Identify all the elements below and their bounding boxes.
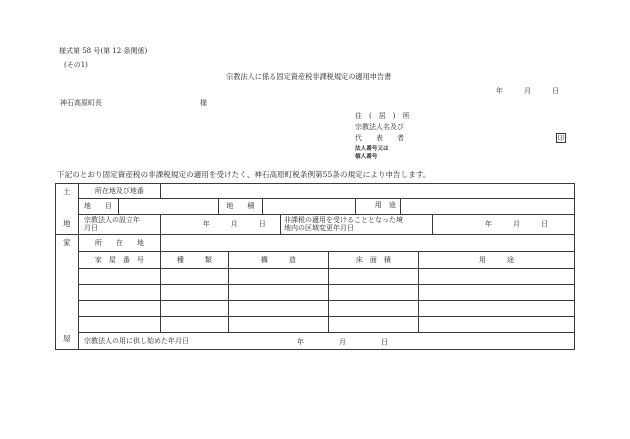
- house-row-3-use: [418, 300, 575, 317]
- land-established-label-cell: [78, 214, 161, 235]
- land-area-value: [262, 198, 356, 215]
- land-category-label: 地 目: [84, 202, 112, 211]
- house-col-type: 種 類: [176, 255, 212, 264]
- house-row-2-type: [160, 284, 229, 301]
- house-label-bottom: 屋: [63, 334, 71, 344]
- house-row-4-type: [160, 316, 229, 333]
- form-number: 様式第 58 号(第 12 条関係): [59, 47, 148, 55]
- house-start-row: [78, 332, 575, 350]
- applicant-number-label-2: 個人番号: [355, 154, 378, 160]
- addressee-suffix: 様: [200, 99, 207, 107]
- addressee-name: 神石高原町長: [60, 99, 102, 107]
- land-label-top: 土: [63, 187, 71, 196]
- house-row-2-floor-area: [328, 284, 419, 301]
- land-use-value: [400, 198, 575, 215]
- form-part: (その1): [64, 61, 88, 69]
- land-location-value: [160, 183, 575, 199]
- house-row-1-use: [418, 268, 575, 285]
- house-col-floor-area-cell: [328, 251, 419, 269]
- land-category-value: [118, 198, 219, 215]
- applicant-name-label-1: 宗教法人名及び: [355, 123, 404, 131]
- land-established-label: 宗教法人の設立年月日: [84, 216, 140, 233]
- house-location-label: 所 在 地: [94, 238, 144, 247]
- house-row-4-use: [418, 316, 575, 333]
- submission-date: 年 月 日: [496, 87, 559, 95]
- form-title: 宗教法人に係る固定資産税非課税規定の適用申告書: [226, 72, 392, 81]
- land-change-label: 非課税の適用を受けることとなった境地内の区域変更年月日: [284, 216, 403, 233]
- house-row-1-number: [78, 268, 161, 285]
- house-col-number: 家 屋 番 号: [94, 255, 144, 264]
- applicant-number-label-1: 法人番号又は: [355, 146, 389, 152]
- house-row-4-floor-area: [328, 316, 419, 333]
- house-row-3-structure: [228, 300, 329, 317]
- house-row-2-number: [78, 284, 161, 301]
- land-category-label-cell: [78, 198, 119, 215]
- house-col-use: 用 途: [479, 255, 514, 264]
- applicant-address-label: 住 ( 居 ) 所: [355, 112, 410, 120]
- land-use-label-cell: [355, 198, 401, 215]
- land-section-label: [55, 183, 79, 235]
- house-col-use-cell: [418, 251, 575, 269]
- house-col-structure: 構 造: [260, 255, 296, 264]
- house-row-3-type: [160, 300, 229, 317]
- applicant-name-label-2: 代 表 者: [355, 134, 404, 142]
- house-location-value: [160, 234, 575, 252]
- house-col-type-cell: [160, 251, 229, 269]
- land-label-bottom: 地: [63, 219, 71, 229]
- land-location-label: 所在地及び地番: [94, 186, 144, 195]
- house-location-label-cell: [78, 234, 161, 252]
- house-col-floor-area: 床 面 積: [355, 255, 391, 264]
- seal-mark: 印: [557, 133, 565, 142]
- house-start-date: 年 月 日: [297, 337, 388, 346]
- land-location-label-cell: [78, 183, 161, 199]
- intro-statement: 下記のとおり固定資産税の非課税規定の適用を受けたく、神石高原町税条例第55条の規定により申告します。: [57, 170, 431, 179]
- land-change-date-cell: [432, 214, 575, 235]
- house-col-structure-cell: [228, 251, 329, 269]
- house-col-number-cell: [78, 251, 161, 269]
- land-area-label-cell: [218, 198, 263, 215]
- land-established-date: 年 月 日: [202, 220, 266, 229]
- house-row-1-type: [160, 268, 229, 285]
- land-area-label: 地 積: [226, 202, 255, 211]
- house-label-top: 家: [63, 238, 71, 247]
- house-row-3-number: [78, 300, 161, 317]
- land-use-label: 用 途: [374, 201, 396, 209]
- house-row-2-use: [418, 284, 575, 301]
- house-row-1-floor-area: [328, 268, 419, 285]
- land-change-label-cell: [280, 214, 433, 235]
- land-change-date: 年 月 日: [485, 220, 548, 229]
- house-row-4-structure: [228, 316, 329, 333]
- house-row-4-number: [78, 316, 161, 333]
- house-row-2-structure: [228, 284, 329, 301]
- land-established-date-cell: [160, 214, 281, 235]
- house-start-label: 宗教法人の用に供し始めた年月日: [84, 336, 189, 345]
- seal-box: [556, 133, 566, 143]
- house-row-3-floor-area: [328, 300, 419, 317]
- house-row-1-structure: [228, 268, 329, 285]
- house-section-label: [55, 234, 79, 350]
